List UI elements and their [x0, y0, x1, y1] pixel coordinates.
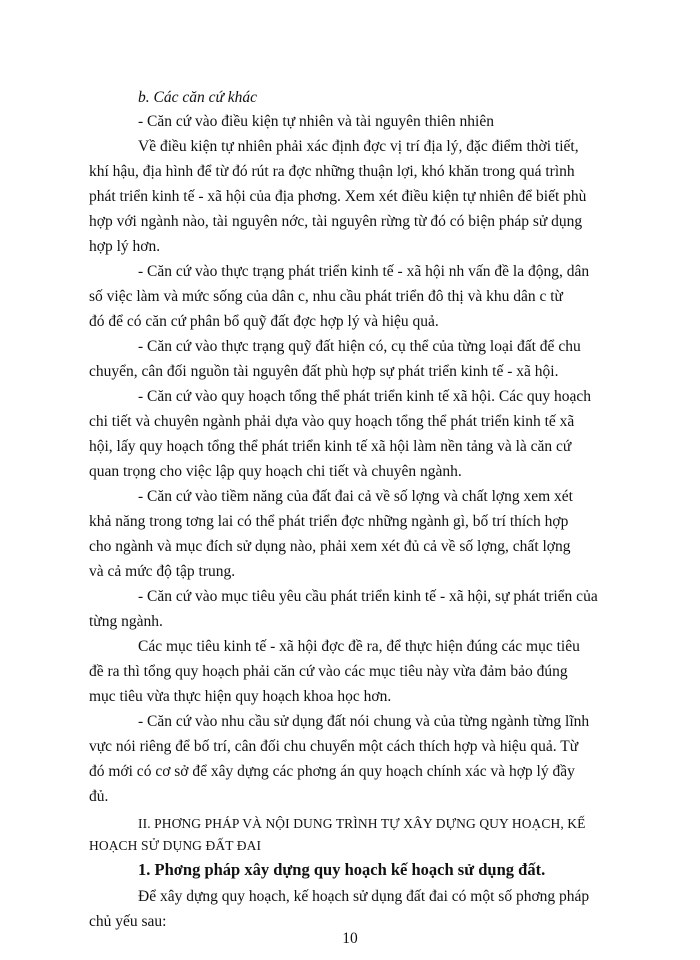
text-line: - Căn cứ vào nhu cầu sử dụng đất nói chung và của từng ngành từng lĩnh [138, 713, 590, 730]
section-heading: HOẠCH SỬ DỤNG ĐẤT ĐAI [89, 838, 262, 853]
section-heading: II. PHƠNG PHÁP VÀ NỘI DUNG TRÌNH TỰ XÂY DỰNG QUY HOẠCH, KẾ [138, 816, 586, 831]
text-line: khả năng trong tơng lai có thể phát triển đợc những ngành gì, bố trí thích hợp [89, 513, 569, 530]
page-number: 10 [342, 930, 358, 947]
section-heading: b. Các căn cứ khác [138, 89, 258, 106]
text-line: - Căn cứ vào tiềm năng của đất đai cả về số lợng và chất lợng xem xét [138, 488, 573, 505]
text-line: - Căn cứ vào quy hoạch tổng thể phát triển kinh tế xã hội. Các quy hoạch [138, 388, 592, 405]
text-line: đề ra thì tổng quy hoạch phải căn cứ vào các mục tiêu này vừa đảm bảo đúng [89, 663, 568, 680]
text-line: - Căn cứ vào thực trạng quỹ đất hiện có, cụ thể của từng loại đất để chu [138, 338, 581, 355]
text-line: đó để có căn cứ phân bổ quỹ đất đợc hợp lý và hiệu quả. [89, 313, 439, 330]
text-line: khí hậu, địa hình để từ đó rút ra đợc những thuận lợi, khó khăn trong quá trình [89, 163, 575, 180]
text-line: cho ngành và mục đích sử dụng nào, phải xem xét đủ cả về số lợng, chất lợng [89, 538, 571, 555]
text-line: hợp lý hơn. [89, 238, 161, 255]
text-line: đó mới có cơ sở để xây dựng các phơng án quy hoạch chính xác và hợp lý đầy [89, 763, 575, 780]
text-line: từng ngành. [89, 613, 163, 630]
text-line: - Căn cứ vào điều kiện tự nhiên và tài nguyên thiên nhiên [138, 113, 494, 130]
text-line: và cả mức độ tập trung. [89, 563, 236, 580]
text-line: Để xây dựng quy hoạch, kế hoạch sử dụng đất đai có một số phơng pháp [138, 888, 590, 905]
text-line: số việc làm và mức sống của dân c, nhu cầu phát triển đô thị và khu dân c từ [89, 288, 563, 305]
subsection-heading: 1. Phơng pháp xây dựng quy hoạch kế hoạch sử dụng đất. [138, 860, 546, 879]
text-line: Về điều kiện tự nhiên phải xác định đợc vị trí địa lý, đặc điểm thời tiết, [138, 138, 579, 155]
text-line: chủ yếu sau: [89, 913, 167, 930]
text-line: vực nói riêng để bố trí, cân đối chu chuyển một cách thích hợp và hiệu quả. Từ [89, 738, 579, 755]
text-line: đủ. [89, 788, 109, 805]
text-line: quan trọng cho việc lập quy hoạch chi tiết và chuyên ngành. [89, 463, 462, 480]
text-line: phát triển kinh tế - xã hội của địa phơng. Xem xét điều kiện tự nhiên để biết phù [89, 188, 587, 205]
text-line: - Căn cứ vào thực trạng phát triển kinh tế - xã hội nh vấn đề la động, dân [138, 263, 590, 280]
text-line: hội, lấy quy hoạch tổng thể phát triển kinh tế xã hội làm nền tảng và là căn cứ [89, 438, 572, 455]
text-line: chuyển, cân đối nguồn tài nguyên đất phù hợp sự phát triển kinh tế - xã hội. [89, 363, 559, 380]
text-line: chi tiết và chuyên ngành phải dựa vào quy hoạch tổng thể phát triển kinh tế xã [89, 413, 575, 430]
text-line: - Căn cứ vào mục tiêu yêu cầu phát triển kinh tế - xã hội, sự phát triển của [138, 588, 598, 605]
text-line: Các mục tiêu kinh tế - xã hội đợc đề ra, để thực hiện đúng các mục tiêu [138, 638, 580, 655]
text-line: hợp với ngành nào, tài nguyên nớc, tài nguyên rừng từ đó có biện pháp sử dụng [89, 213, 583, 230]
text-line: mục tiêu vừa thực hiện quy hoạch khoa học hơn. [89, 688, 392, 705]
